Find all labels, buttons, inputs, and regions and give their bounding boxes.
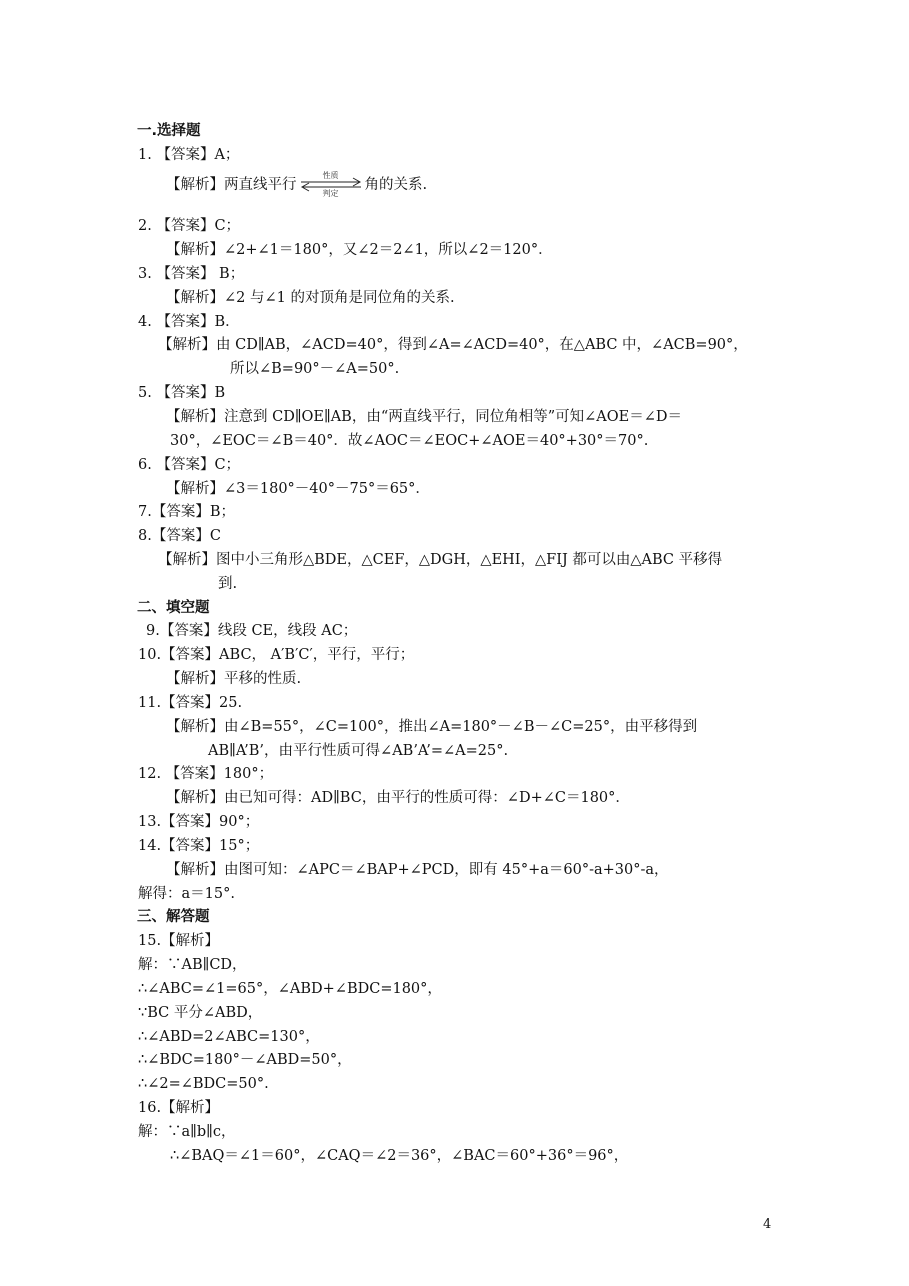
answer-line: 7.【答案】B；	[138, 504, 235, 520]
answer-line: 6. 【答案】C；	[138, 457, 241, 473]
problem-heading: 15.【解析】	[138, 933, 220, 949]
analysis-text: 【解析】两直线平行	[166, 177, 297, 193]
analysis-line: 【解析】由∠B=55°，∠C=100°，推出∠A=180°－∠B－∠C=25°，由平移得到	[166, 719, 698, 735]
answer-line: 10.【答案】ABC， A′B′C′，平行，平行；	[138, 647, 415, 663]
solution-line: 解得：a＝15°.	[138, 886, 235, 902]
analysis-line: AB∥A’B’，由平行性质可得∠AB’A’=∠A=25°.	[208, 743, 509, 759]
analysis-line: 【解析】平移的性质.	[166, 671, 302, 687]
solution-line: ∴∠BDC=180°－∠ABD=50°，	[138, 1052, 352, 1068]
analysis-line: 所以∠B=90°－∠A=50°.	[230, 361, 400, 377]
solution-line: ∴∠2=∠BDC=50°.	[138, 1076, 269, 1092]
section-heading-choice: 一.选择题	[137, 123, 201, 139]
answer-line: 12. 【答案】180°；	[138, 766, 274, 782]
analysis-line: 到.	[218, 576, 238, 592]
analysis-line: 【解析】图中小三角形△BDE，△CEF，△DGH，△EHI，△FIJ 都可以由△ABC 平移得	[158, 552, 723, 568]
analysis-line: 【解析】注意到 CD∥OE∥AB，由“两直线平行，同位角相等”可知∠AOE＝∠D＝	[166, 409, 683, 425]
answer-line: 3. 【答案】 B；	[138, 266, 245, 282]
analysis-line: 【解析】∠3＝180°－40°－75°＝65°．	[166, 481, 430, 497]
arrow-top-label: 性质	[322, 171, 339, 180]
solution-line: ∴∠ABD=2∠ABC=130°，	[138, 1029, 320, 1045]
page-number: 4	[763, 1217, 772, 1232]
solution-line: ∴∠BAQ＝∠1＝60°，∠CAQ＝∠2＝36°，∠BAC＝60°+36°＝96°，	[170, 1148, 629, 1164]
analysis-line: 【解析】∠2+∠1＝180°，又∠2＝2∠1，所以∠2＝120°．	[166, 242, 553, 258]
answer-line: 9.【答案】线段 CE，线段 AC；	[146, 623, 358, 639]
solution-line: 解：∵a∥b∥c，	[138, 1124, 236, 1140]
double-arrow-icon	[299, 172, 363, 198]
answer-line: 1. 【答案】A；	[138, 147, 240, 163]
analysis-line: 30°，∠EOC＝∠B＝40°．故∠AOC＝∠EOC+∠AOE＝40°+30°＝70°.	[170, 433, 649, 449]
section-heading-fill: 二、填空题	[137, 600, 210, 616]
solution-line: ∵BC 平分∠ABD，	[138, 1005, 263, 1021]
solution-line: 解：∵AB∥CD，	[138, 957, 247, 973]
analysis-line: 【解析】由已知可得：AD∥BC，由平行的性质可得：∠D+∠C＝180°．	[166, 790, 630, 806]
analysis-text: 角的关系.	[364, 177, 428, 193]
section-heading-solve: 三、解答题	[137, 909, 210, 925]
problem-heading: 16.【解析】	[138, 1100, 220, 1116]
solution-line: ∴∠ABC=∠1=65°，∠ABD+∠BDC=180°，	[138, 981, 442, 997]
answer-line: 5. 【答案】B	[138, 385, 226, 401]
analysis-line: 【解析】∠2 与∠1 的对顶角是同位角的关系.	[166, 290, 455, 306]
answer-line: 11.【答案】25.	[138, 695, 243, 711]
answer-line: 2. 【答案】C；	[138, 218, 241, 234]
arrow-bottom-label: 判定	[322, 189, 339, 198]
analysis-line: 【解析】由图可知：∠APC＝∠BAP+∠PCD，即有 45°+a＝60°-a+30°-a，	[166, 862, 669, 878]
analysis-line-with-arrow	[166, 172, 427, 198]
answer-line: 14.【答案】15°；	[138, 838, 260, 854]
analysis-line: 【解析】由 CD∥AB，∠ACD=40°，得到∠A=∠ACD=40°，在△ABC 中，∠ACB=90°，	[158, 337, 748, 353]
answer-line: 8.【答案】C	[138, 528, 221, 544]
answer-line: 4. 【答案】B．	[138, 314, 240, 330]
answer-line: 13.【答案】90°；	[138, 814, 260, 830]
